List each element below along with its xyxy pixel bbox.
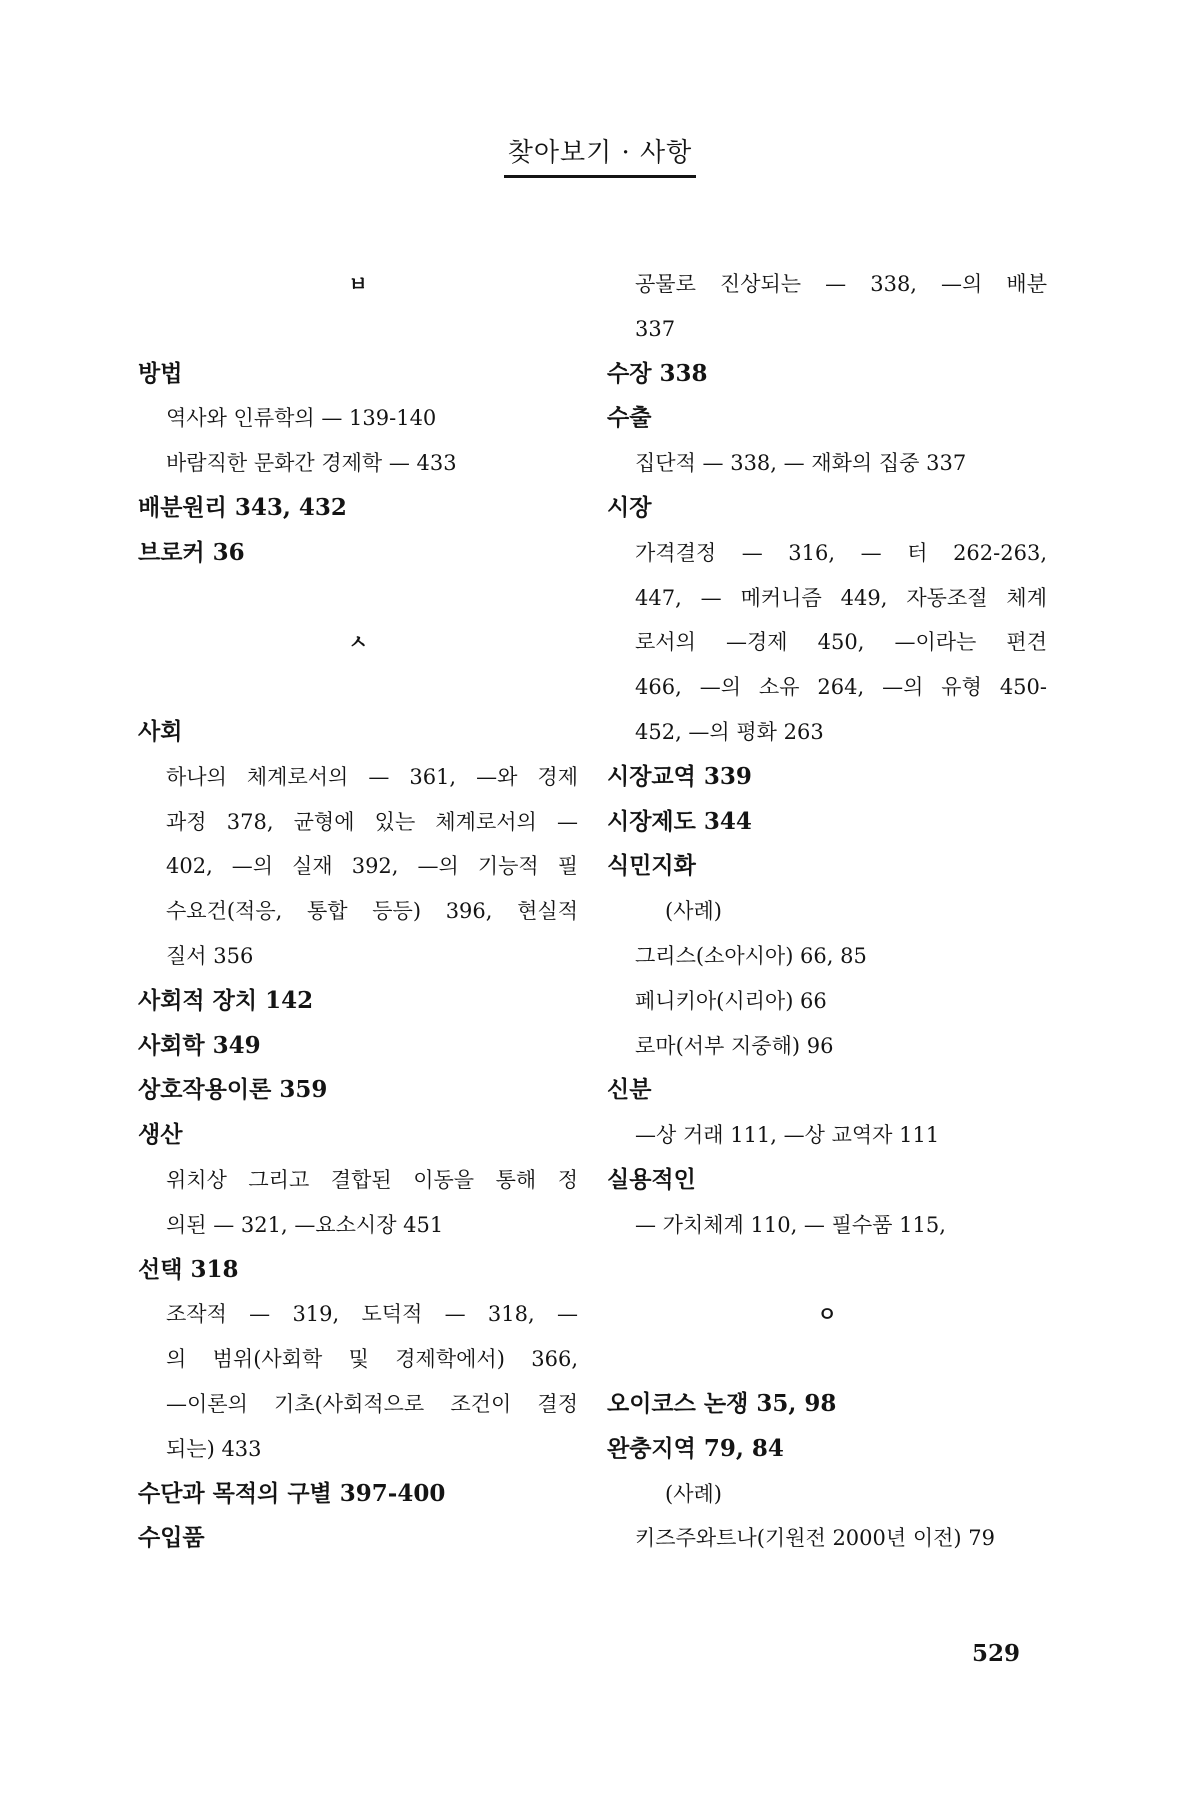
index-entry: 수입품	[138, 1524, 205, 1552]
index-subentry: 하나의 체계로서의 — 361, —와 경제	[166, 764, 578, 789]
index-subentry: —이론의 기초(사회적으로 조건이 결정	[166, 1391, 578, 1416]
index-subentry: 402, —의 실재 392, —의 기능적 필	[166, 854, 578, 879]
index-entry: 오이코스 논쟁 35, 98	[607, 1389, 837, 1417]
spacer	[607, 1248, 1047, 1293]
index-subentry: 의된 — 321, —요소시장 451	[166, 1212, 444, 1237]
index-entry: 시장교역 339	[607, 762, 752, 790]
index-subentry: 의 범위(사회학 및 경제학에서) 366,	[166, 1347, 578, 1372]
index-entry: 선택 318	[138, 1255, 239, 1283]
index-entry: 배분원리 343, 432	[138, 493, 347, 521]
index-subentry: 337	[635, 316, 676, 341]
index-entry: 사회학 349	[138, 1031, 261, 1059]
index-subentry: —상 거래 111, —상 교역자 111	[635, 1123, 940, 1148]
index-subentry: 과정 378, 균형에 있는 체계로서의 —	[166, 809, 578, 834]
index-subentry: 페니키아(시리아) 66	[635, 988, 827, 1013]
page-number: 529	[971, 1640, 1020, 1667]
index-entry: 시장	[607, 493, 652, 521]
index-entry: 수단과 목적의 구별 397-400	[138, 1479, 446, 1507]
index-subentry: 그리스(소아시아) 66, 85	[635, 943, 867, 968]
index-subentry: 가격결정 — 316, — 터 262-263,	[635, 540, 1047, 565]
spacer	[138, 665, 578, 710]
index-subentry: 질서 356	[166, 943, 254, 968]
index-subentry: 452, —의 평화 263	[635, 719, 824, 744]
index-entry: 실용적인	[607, 1165, 696, 1193]
spacer	[607, 1337, 1047, 1382]
index-subentry: 466, —의 소유 264, —의 유형 450-	[635, 675, 1047, 700]
index-entry: 방법	[138, 359, 183, 387]
index-entry: 신분	[607, 1076, 652, 1104]
index-entry: 사회	[138, 717, 183, 745]
spacer	[138, 307, 578, 352]
spacer	[138, 576, 578, 621]
index-subentry: 로서의 —경제 450, —이라는 편견	[635, 630, 1047, 655]
index-subentry: — 가치체계 110, — 필수품 115,	[635, 1212, 946, 1237]
index-entry: 생산	[138, 1121, 183, 1149]
index-subentry: 수요건(적응, 통합 등등) 396, 현실적	[166, 899, 578, 924]
index-entry: 수장 338	[607, 359, 708, 387]
index-subentry: 447, — 메커니즘 449, 자동조절 체계	[635, 585, 1047, 610]
index-subentry: (사례)	[665, 899, 722, 924]
index-subentry: 역사와 인류학의 — 139-140	[166, 406, 437, 431]
index-subentry: 키즈주와트나(기원전 2000년 이전) 79	[635, 1526, 996, 1551]
index-entry: 완충지역 79, 84	[607, 1434, 784, 1462]
index-column-left	[138, 262, 578, 1561]
index-entry: 상호작용이론 359	[138, 1076, 328, 1104]
index-subentry: 공물로 진상되는 — 338, —의 배분	[635, 272, 1047, 296]
page-title: 찾아보기 · 사항	[504, 132, 697, 178]
index-subentry: 바람직한 문화간 경제학 — 433	[166, 451, 457, 476]
section-letter: ㅂ	[348, 272, 368, 296]
index-entry: 수출	[607, 404, 652, 432]
index-column-right	[607, 262, 1047, 1561]
index-entry: 시장제도 344	[607, 807, 752, 835]
index-entry: 사회적 장치 142	[138, 986, 314, 1014]
section-letter: ㅇ	[817, 1302, 837, 1327]
index-subentry: (사례)	[665, 1481, 722, 1506]
index-subentry: 조작적 — 319, 도덕적 — 318, —	[166, 1302, 578, 1327]
index-subentry: 위치상 그리고 결합된 이동을 통해 정	[166, 1167, 578, 1192]
page-header	[0, 132, 1200, 178]
index-subentry: 되는) 433	[166, 1436, 262, 1461]
section-letter: ㅅ	[348, 630, 368, 655]
index-subentry: 집단적 — 338, — 재화의 집중 337	[635, 451, 967, 476]
index-subentry: 로마(서부 지중해) 96	[635, 1033, 834, 1058]
index-entry: 식민지화	[607, 852, 696, 880]
index-entry: 브로커 36	[138, 538, 245, 566]
